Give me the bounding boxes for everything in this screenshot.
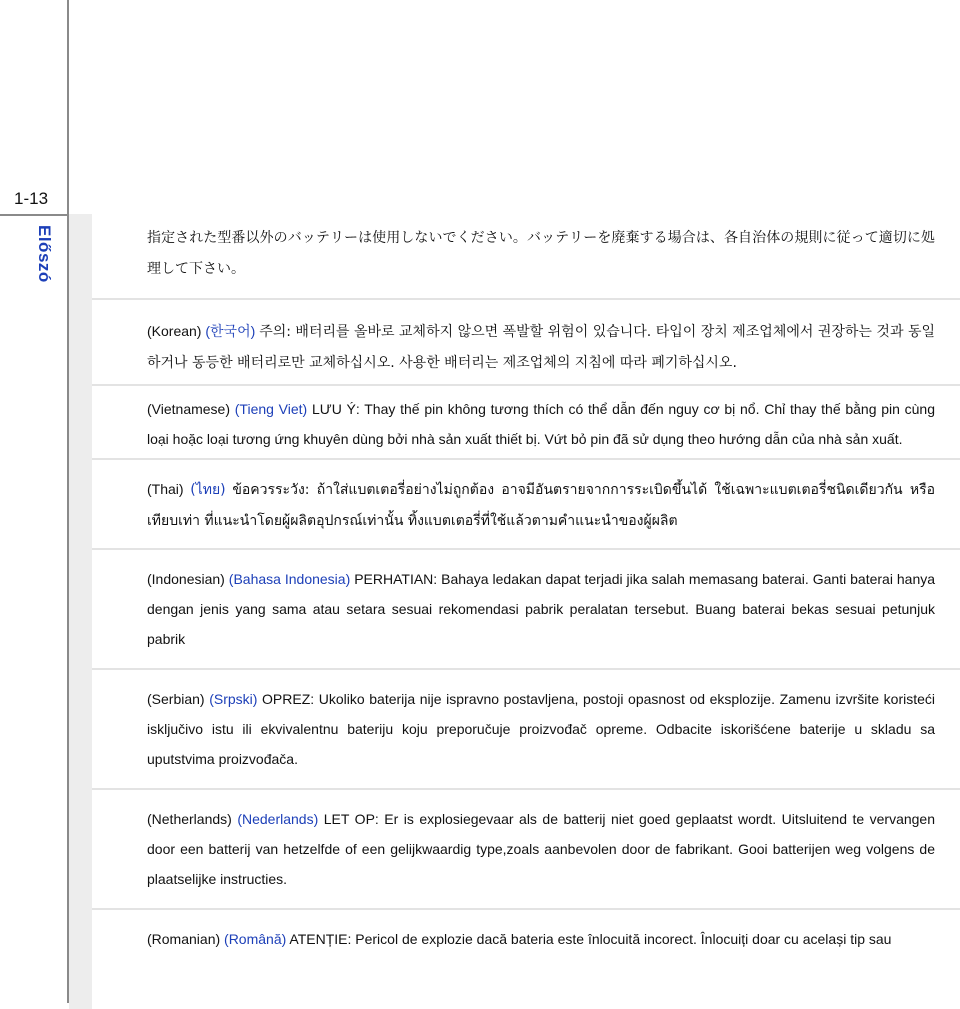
warning-text: LƯU Ý: Thay thế pin không tương thích có thể dẫn đến nguy cơ bị nổ. Chỉ thay thế bằng pin cùng loại hoặc loại tương ứng khuyên dùng bởi nhà sản xuất thiết bị. Vứt bỏ pin đã sử dụng theo hướng dẫn của nhà sản xuất. [147, 401, 936, 447]
side-band [69, 214, 92, 1009]
native-language-label: (Tieng Viet) [234, 401, 308, 417]
language-label: (Vietnamese) [147, 401, 231, 417]
section-title: Előszó [35, 225, 54, 283]
page-number: 1-13 [14, 189, 49, 208]
native-language-label: (Română) [224, 931, 287, 947]
language-label: (Korean) [147, 323, 202, 339]
warning-text: ข้อควรระวัง: ถ้าใส่แบตเตอรี่อย่างไม่ถูกต้อง อาจมีอันตรายจากการระเบิดขึ้นได้ ใช้เฉพาะแบตเตอรี่ชนิดเดียวกัน หรือเทียบเท่า ที่แนะนำโดยผู้ผลิตอุปกรณ์เท่านั้น ทิ้งแบตเตอรี่ที่ใช้แล้วตามคำแนะนำของผู้ผลิต [147, 482, 936, 529]
warning-text: 指定された型番以外のバッテリーは使用しないでください。バッテリーを廃棄する場合は、各自治体の規則に従って適切に処理して下さい。 [147, 230, 935, 277]
battery-warning-vietnamese [92, 386, 960, 460]
battery-warning-romanian [92, 910, 960, 954]
warning-text: OPREZ: Ukoliko baterija nije ispravno postavljena, postoji opasnost od eksplozije. Zamenu izvršite koristeći isključivo istu ili ekvivalentnu bateriju koju preporučuje proizvođač opreme. Odbacite iskorišćene baterije u skladu sa uputstvima proizvođača. [147, 691, 936, 767]
native-language-label: (한국어) [205, 323, 256, 339]
native-language-label: (Bahasa Indonesia) [228, 571, 351, 587]
language-label: (Netherlands) [147, 811, 232, 827]
language-label: (Romanian) [147, 931, 221, 947]
battery-warning-netherlands [92, 790, 960, 910]
language-label: (Thai) [147, 481, 184, 497]
battery-warning-thai [92, 460, 960, 550]
native-language-label: (Nederlands) [237, 811, 319, 827]
battery-warning-serbian [92, 670, 960, 790]
battery-warning-indonesian [92, 550, 960, 670]
native-language-label: (Srpski) [209, 691, 258, 707]
page-number-rule [0, 214, 67, 216]
warning-text: 주의: 배터리를 올바로 교체하지 않으면 폭발할 위험이 있습니다. 타입이 장치 제조업체에서 권장하는 것과 동일하거나 동등한 배터리로만 교체하십시오. 사용한 배터리는 제조업체의 지침에 따라 폐기하십시오. [147, 324, 935, 371]
language-label: (Indonesian) [147, 571, 225, 587]
warning-text: PERHATIAN: Bahaya ledakan dapat terjadi jika salah memasang baterai. Ganti baterai hanya dengan jenis yang sama atau setara sesuai rekomendasi pabrik peralatan tersebut. Buang baterai bekas sesuai petunjuk pabrik [147, 571, 936, 647]
warning-text: ATENȚIE: Pericol de explozie dacă bateria este înlocuită incorect. Înlocuiți doar cu același tip sau [289, 931, 892, 947]
warning-text: LET OP: Er is explosiegevaar als de batterij niet goed geplaatst wordt. Uitsluitend te vervangen door een batterij van hetzelfde of een gelijkwaardig type,zoals aanbevolen door de fabrikant. Gooi batterijen weg volgens de plaatselijke instructies. [147, 811, 936, 887]
native-language-label: (ไทย) [190, 482, 226, 498]
battery-warning-japanese [92, 214, 960, 300]
battery-warning-korean [92, 300, 960, 386]
language-label: (Serbian) [147, 691, 205, 707]
page-content [92, 214, 960, 954]
